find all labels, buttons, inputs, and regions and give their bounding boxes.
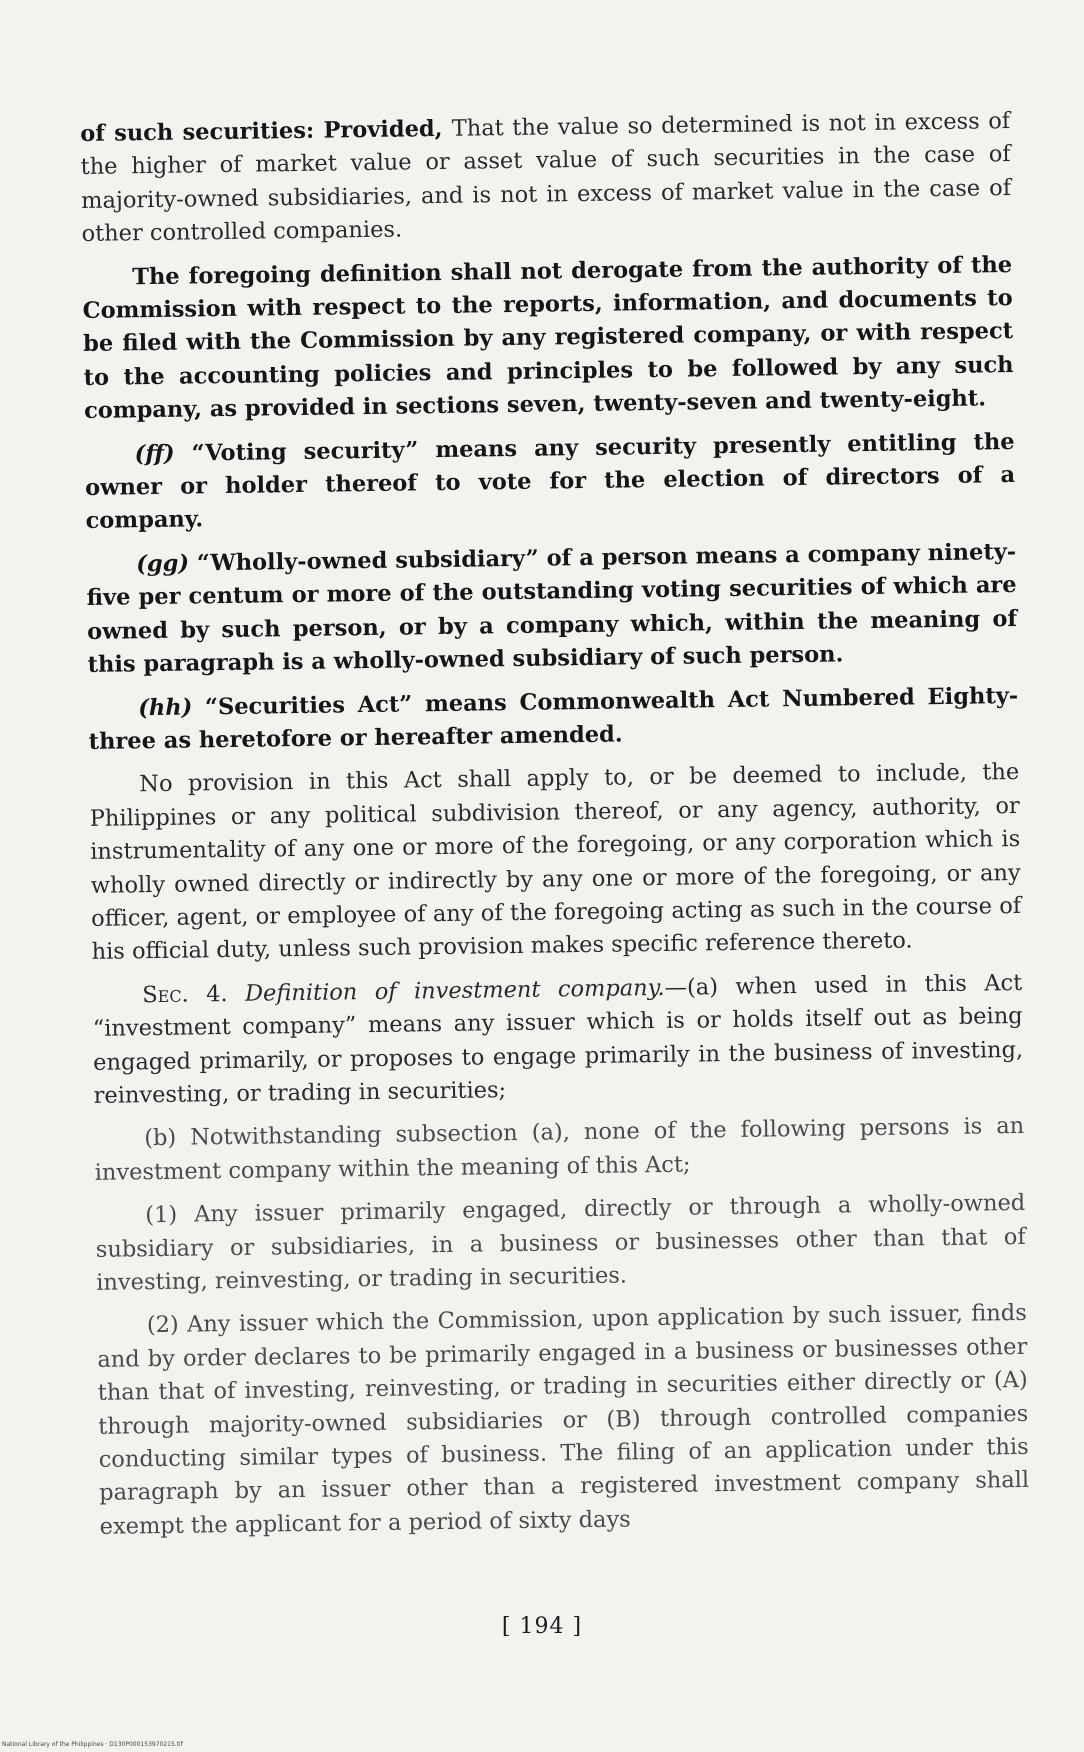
paragraph-securities-act [88, 679, 1019, 759]
paragraph-wholly-owned-subsidiary-text: “Wholly-owned subsidiary” of a person means a company ninety-five per centum or more of the outstanding voting securities of which are owned by such person, or by a company which, within the meaning of this paragraph is a wholly-owned subsidiary of such person. [86, 538, 1018, 679]
paragraph-item-2 [97, 1297, 1030, 1544]
paragraph-item-2-text: (2) Any issuer which the Commission, upon application by such issuer, finds and by order declares to be primarily engaged in a business or businesses other than that of investing, reinvesting, or trading in securities either directly or (A) through majority-owned subsidiaries or (B) through controlled companies conducting similar types of business. The filing of an application under this paragraph by an issuer other than a registered investment company shall exempt the applicant for a period of sixty days [97, 1300, 1030, 1540]
paragraph-subsection-b-text: (b) Notwithstanding subsection (a), none of the following persons is an investment company within the meaning of this Act; [94, 1113, 1025, 1186]
section-4-text: —(a) when used in this Act “investment company” means any issuer which is or holds itself out as being engaged primarily, or proposes to engage primarily in the business of investing, reinvesting, or trading in securities; [92, 969, 1024, 1109]
paragraph-no-provision-text: No provision in this Act shall apply to, or be deemed to include, the Philippines or any political subdivision thereof, or any agency, authority, or instrumentality of any one or more of the foregoing, or any corporation which is wholly owned directly or indirectly by any one or more of the foregoing, or any officer, agent, or employee of any of the foregoing acting as such in the course of his official duty, unless such provision makes specific reference thereto. [89, 759, 1022, 966]
section-4-title: Definition of investment company. [227, 974, 665, 1007]
section-4-label: Sec. 4. [142, 980, 228, 1008]
paragraph-1-bold-lead: of such securities: Provided, [80, 115, 452, 147]
paragraph-securities-act-text: “Securities Act” means Commonwealth Act Numbered Eighty-three as heretofore or hereafter amended. [88, 682, 1019, 755]
page-number: [ 194 ] [501, 1614, 583, 1639]
paragraph-voting-security [84, 426, 1015, 539]
paragraph-voting-security-label: (ff) [134, 440, 175, 467]
paragraph-2-text: The foregoing definition shall not derogate from the authority of the Commission with respect to the reports, information, and documents to be filed with the Commission by any registered company, or with respect to the accounting policies and principles to be followed by any such company, as provided in sections seven, twenty-seven and twenty-eight. [82, 251, 1014, 425]
document-body [80, 105, 1030, 1554]
paragraph-1-text: That the value so determined is not in excess of the higher of market value or asset value of such securities in the case of majority-owned subsidiaries, and is not in excess of market value in the case of other controlled companies. [80, 108, 1012, 248]
paragraph-wholly-owned-subsidiary [86, 536, 1018, 683]
paragraph-2 [82, 249, 1014, 429]
paragraph-securities-act-label: (hh) [138, 693, 193, 721]
scan-footer-note: National Library of the Philippines · D130P000153970215.tif [2, 1741, 183, 1748]
paragraph-item-1 [95, 1187, 1026, 1300]
paragraph-voting-security-text: “Voting security” means any security presently entitling the owner or holder thereof to vote for the election of directors of a company. [84, 428, 1016, 535]
paragraph-section-4 [92, 967, 1024, 1114]
paragraph-wholly-owned-subsidiary-label: (gg) [136, 550, 190, 578]
paragraph-item-1-text: (1) Any issuer primarily engaged, directly or through a wholly-owned subsidiary or subsidiaries, in a business or businesses other than that of investing, reinvesting, or trading in securities. [95, 1190, 1026, 1296]
paragraph-1 [80, 105, 1012, 252]
paragraph-no-provision [89, 756, 1022, 969]
paragraph-subsection-b [94, 1110, 1025, 1190]
